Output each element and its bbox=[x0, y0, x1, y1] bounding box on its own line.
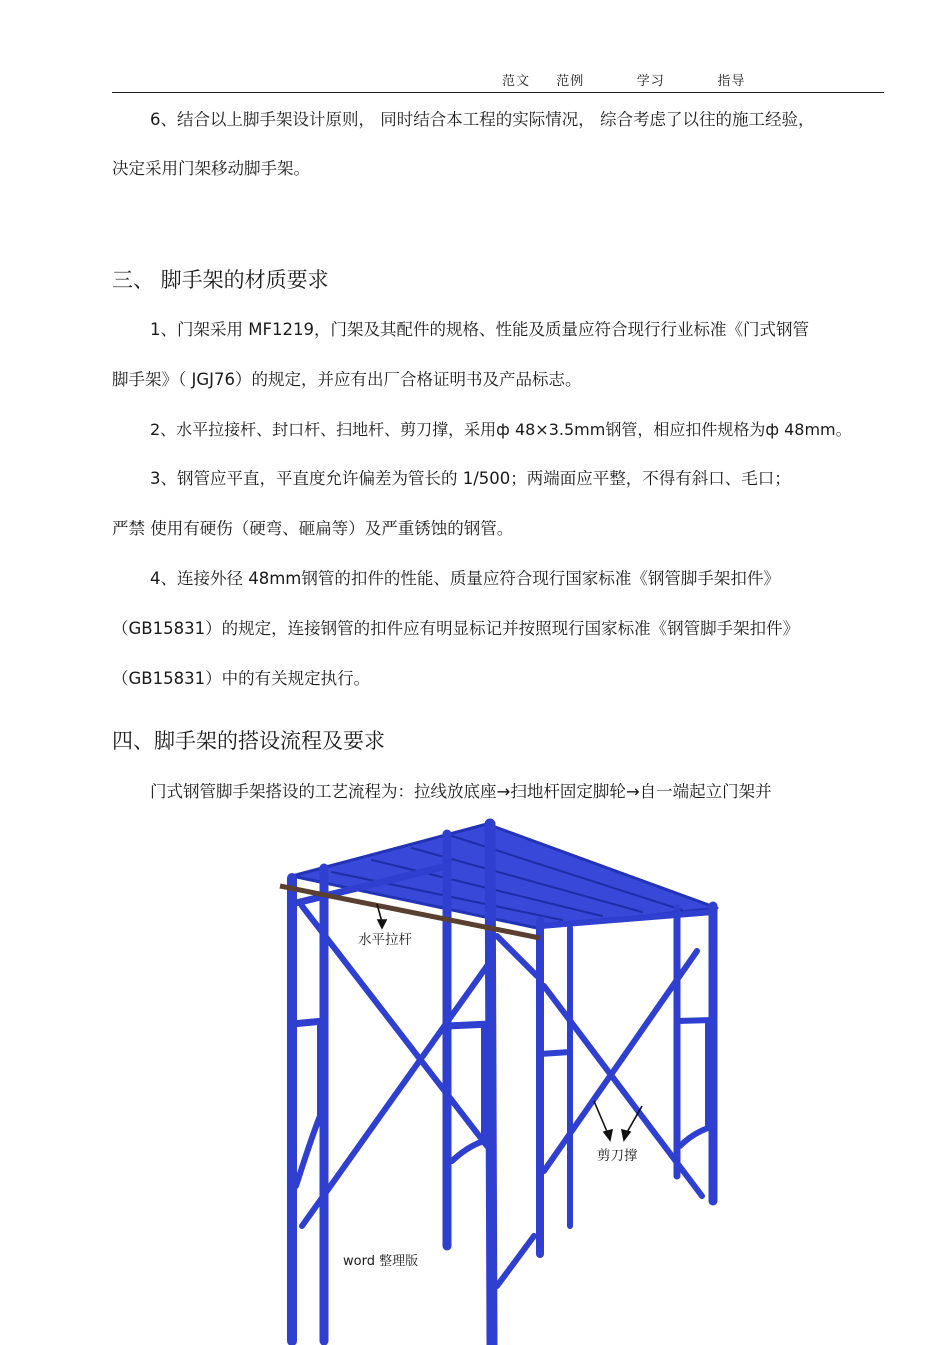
label-scissor-brace: 剪刀撑 bbox=[597, 1148, 638, 1164]
post-mid-2 bbox=[490, 824, 492, 1344]
paragraph-4-line-3: （GB15831）中的有关规定执行。 bbox=[112, 669, 371, 688]
scissor-brace-left-2 bbox=[302, 966, 487, 1226]
label-tie-bar: 水平拉杆 bbox=[358, 932, 412, 948]
section-heading-3: 三、 脚手架的材质要求 bbox=[112, 268, 329, 292]
paragraph-3-line-1: 3、钢管应平直，平直度允许偏差为管长的 1/500；两端面应平整，不得有斜口、毛口； bbox=[150, 469, 791, 488]
paragraph-2-line-1: 2、水平拉接杆、封口杆、扫地杆、剪刀撑，采用ф 48×3.5mm钢管，相应扣件规格为ф 48mm。 bbox=[150, 420, 852, 439]
paragraph-4-line-1: 4、连接外径 48mm钢管的扣件的性能、质量应符合现行国家标准《钢管脚手架扣件》 bbox=[150, 569, 780, 588]
paragraph-1-line-2: 脚手架》（ JGJ76）的规定，并应有出厂合格证明书及产品标志。 bbox=[112, 370, 582, 389]
paragraph-1-line-1: 1、门架采用 MF1219，门架及其配件的规格、性能及质量应符合现行行业标准《门式钢管 bbox=[150, 320, 809, 339]
paragraph-6-line-2: 决定采用门架移动脚手架。 bbox=[112, 159, 310, 178]
paragraph-3-line-2: 严禁 使用有硬伤（硬弯、砸扁等）及严重锈蚀的钢管。 bbox=[112, 519, 514, 538]
page-header bbox=[112, 66, 884, 93]
header-text: 范文 范例 学习 指导 bbox=[502, 74, 746, 89]
flow-paragraph-line-1: 门式钢管脚手架搭设的工艺流程为：拉线放底座→扫地杆固定脚轮→自一端起立门架并 bbox=[150, 782, 772, 801]
paragraph-6-line-1: 6、结合以上脚手架设计原则， 同时结合本工程的实际情况， 综合考虑了以往的施工经验， bbox=[150, 110, 815, 129]
section-heading-4: 四、脚手架的搭设流程及要求 bbox=[112, 729, 385, 753]
footer-note: word 整理版 bbox=[343, 1254, 419, 1269]
paragraph-4-line-2: （GB15831）的规定，连接钢管的扣件应有明显标记并按照现行国家标准《钢管脚手架扣件》 bbox=[112, 619, 800, 638]
